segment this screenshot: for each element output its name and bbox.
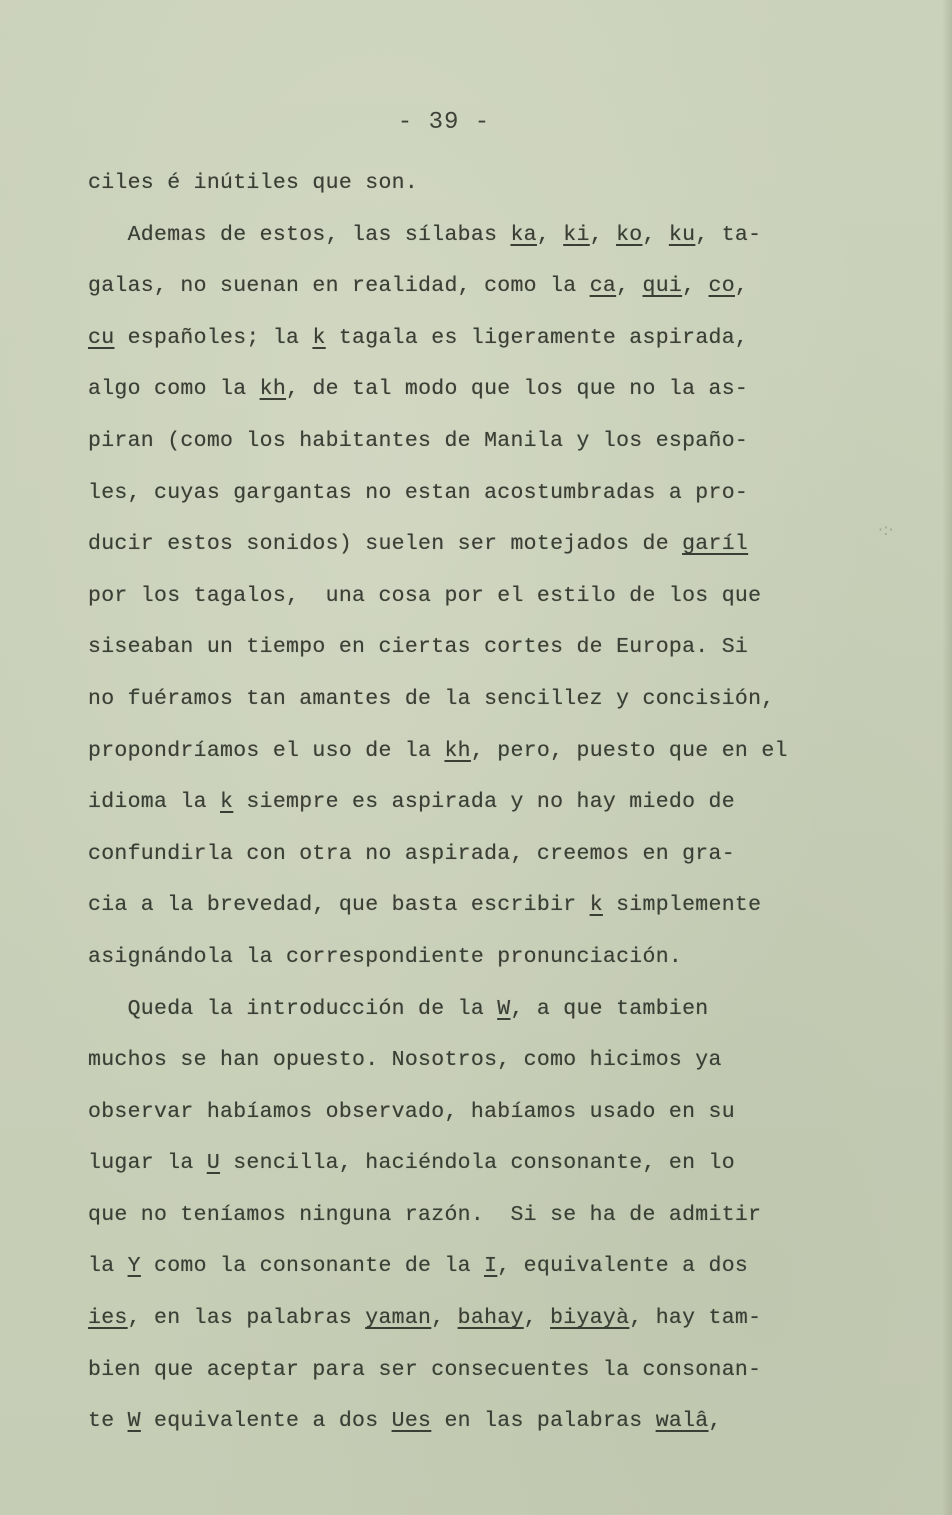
text-line bbox=[88, 726, 898, 778]
underlined-word: co bbox=[708, 274, 735, 299]
underlined-word: ko bbox=[616, 222, 643, 247]
underlined-word: kh bbox=[444, 738, 471, 763]
text-line bbox=[88, 1190, 898, 1242]
text-segment: observar habíamos observado, habíamos usado en su bbox=[88, 1099, 735, 1124]
underlined-word: W bbox=[497, 996, 511, 1021]
text-segment: simplemente bbox=[602, 893, 762, 918]
underlined-word: kh bbox=[259, 377, 287, 402]
text-segment: Queda la introducción de la bbox=[88, 996, 498, 1021]
text-segment: , equivalente a dos bbox=[497, 1254, 749, 1279]
text-segment: galas, no suenan en realidad, como la bbox=[88, 274, 590, 299]
text-segment: sencilla, haciéndola consonante, en lo bbox=[220, 1151, 735, 1176]
text-line bbox=[88, 880, 898, 932]
underlined-word: k bbox=[312, 325, 326, 350]
text-segment: ducir estos sonidos) suelen ser motejados de bbox=[88, 532, 683, 557]
underlined-word: qui bbox=[642, 274, 683, 299]
body-text bbox=[88, 158, 898, 1448]
underlined-word: bahay bbox=[457, 1306, 524, 1331]
text-segment: piran (como los habitantes de Manila y los españo- bbox=[88, 428, 749, 453]
text-line bbox=[88, 261, 898, 313]
text-line bbox=[88, 1396, 898, 1448]
underlined-word: Y bbox=[127, 1254, 141, 1279]
text-line bbox=[88, 932, 898, 984]
text-segment: siseaban un tiempo en ciertas cortes de Europa. Si bbox=[88, 635, 749, 660]
text-line bbox=[88, 364, 898, 416]
text-segment: , a que tambien bbox=[510, 996, 709, 1021]
text-segment: idioma la bbox=[88, 790, 221, 815]
text-segment: que no teníamos ninguna razón. Si se ha de admitir bbox=[88, 1202, 762, 1227]
text-segment: no fuéramos tan amantes de la sencillez y concisión, bbox=[88, 686, 775, 711]
text-segment: , bbox=[642, 222, 669, 247]
text-line bbox=[88, 210, 898, 262]
underlined-word: ku bbox=[668, 222, 696, 247]
underlined-word: yaman bbox=[365, 1306, 432, 1331]
text-segment: la bbox=[88, 1254, 128, 1279]
text-segment: , pero, puesto que en el bbox=[470, 738, 788, 763]
text-line bbox=[88, 313, 898, 365]
underlined-word: k bbox=[220, 790, 234, 815]
text-segment: siempre es aspirada y no hay miedo de bbox=[233, 790, 735, 815]
text-line bbox=[88, 1241, 898, 1293]
text-segment: , de tal modo que los que no la as- bbox=[286, 377, 749, 402]
text-segment: , bbox=[536, 222, 564, 247]
text-line bbox=[88, 1035, 898, 1087]
text-segment: , bbox=[682, 274, 709, 299]
text-segment: , ta- bbox=[695, 222, 762, 247]
underlined-word: walâ bbox=[655, 1409, 709, 1434]
text-segment: les, cuyas gargantas no estan acostumbradas a pro- bbox=[88, 480, 749, 505]
text-segment: ciles é inútiles que son. bbox=[88, 171, 419, 195]
text-line bbox=[88, 571, 898, 623]
text-segment: , bbox=[589, 222, 617, 247]
underlined-word: U bbox=[206, 1151, 221, 1176]
margin-smudge: ·:· bbox=[878, 520, 894, 539]
text-segment: como la consonante de la bbox=[140, 1254, 485, 1279]
text-line bbox=[88, 1087, 898, 1139]
text-segment: Ademas de estos, las sílabas bbox=[88, 222, 511, 247]
text-segment: por los tagalos, una cosa por el estilo de los que bbox=[88, 583, 762, 608]
page-number: - 39 - bbox=[397, 109, 491, 136]
underlined-word: cu bbox=[88, 325, 115, 350]
text-segment: equivalente a dos bbox=[140, 1409, 392, 1434]
text-segment: asignándola la correspondiente pronunciación. bbox=[88, 944, 683, 969]
page-edge-shadow bbox=[942, 0, 952, 1515]
text-segment: muchos se han opuesto. Nosotros, como hicimos ya bbox=[88, 1048, 722, 1073]
text-segment: propondríamos el uso de la bbox=[88, 738, 445, 763]
text-line bbox=[88, 468, 898, 520]
text-line bbox=[88, 416, 898, 468]
underlined-word: Ues bbox=[391, 1409, 432, 1434]
text-line bbox=[88, 829, 898, 881]
text-line bbox=[88, 519, 898, 571]
text-segment: te bbox=[88, 1409, 128, 1434]
text-segment: en las palabras bbox=[431, 1409, 656, 1434]
underlined-word: ies bbox=[88, 1306, 128, 1331]
text-line bbox=[88, 158, 898, 210]
text-segment: tagala es ligeramente aspirada, bbox=[325, 325, 749, 350]
text-segment: , bbox=[431, 1306, 458, 1331]
text-segment: españoles; la bbox=[114, 325, 313, 350]
underlined-word: biyayà bbox=[550, 1306, 630, 1331]
text-line bbox=[88, 777, 898, 829]
underlined-word: W bbox=[127, 1409, 141, 1434]
underlined-word: I bbox=[484, 1254, 498, 1279]
text-segment: , en las palabras bbox=[127, 1306, 366, 1331]
text-segment: , hay tam- bbox=[629, 1306, 762, 1331]
text-segment: lugar la bbox=[88, 1151, 207, 1176]
text-line bbox=[88, 1138, 898, 1190]
text-segment: , bbox=[734, 274, 749, 299]
text-segment: cia a la brevedad, que basta escribir bbox=[88, 893, 590, 918]
underlined-word: ka bbox=[510, 222, 537, 247]
text-line bbox=[88, 674, 898, 726]
text-segment: , bbox=[523, 1306, 551, 1331]
underlined-word: ki bbox=[563, 222, 590, 247]
underlined-word: garíl bbox=[682, 532, 749, 557]
text-segment: , bbox=[708, 1409, 722, 1434]
text-segment: , bbox=[616, 274, 643, 299]
text-segment: bien que aceptar para ser consecuentes la consonan- bbox=[88, 1357, 762, 1382]
text-segment: algo como la bbox=[88, 377, 260, 402]
text-line bbox=[88, 1293, 898, 1345]
underlined-word: k bbox=[589, 893, 603, 918]
underlined-word: ca bbox=[589, 274, 617, 299]
text-line bbox=[88, 1345, 898, 1397]
text-segment: confundirla con otra no aspirada, creemos en gra- bbox=[88, 841, 735, 866]
text-line bbox=[88, 622, 898, 674]
text-line bbox=[88, 984, 898, 1036]
